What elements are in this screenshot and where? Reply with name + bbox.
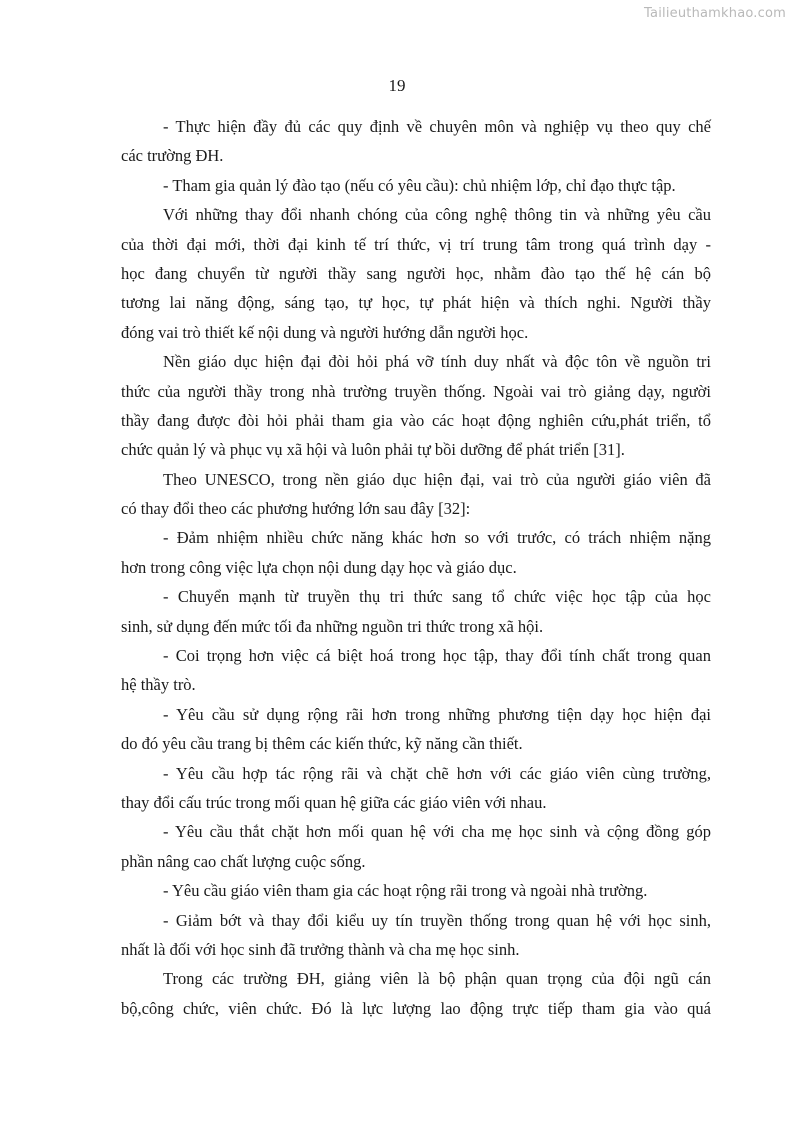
paragraph: [163, 876, 711, 905]
text-line: của thời đại mới, thời đại kinh tế trí thức, vị trí trung tâm trong quá trình dạy -: [121, 234, 711, 254]
text-line: - Yêu cầu thắt chặt hơn mối quan hệ với cha mẹ học sinh và cộng đồng góp: [163, 822, 711, 842]
paragraph: [121, 817, 711, 876]
text-line: - Yêu cầu sử dụng rộng rãi hơn trong những phương tiện dạy học hiện đại: [163, 704, 711, 724]
text-line: - Thực hiện đầy đủ các quy định về chuyên môn và nghiệp vụ theo quy chế: [163, 117, 711, 136]
text-line: phần nâng cao chất lượng cuộc sống.: [121, 851, 366, 871]
text-line: hệ thầy trò.: [121, 675, 196, 695]
text-line: chức quản lý và phục vụ xã hội và luôn phải tự bồi dưỡng để phát triển [31].: [121, 440, 625, 460]
text-line: - Coi trọng hơn việc cá biệt hoá trong học tập, thay đổi tính chất trong quan: [163, 646, 711, 666]
paragraph: [121, 641, 711, 700]
text-line: các trường ĐH.: [121, 146, 224, 166]
text-line: thức của người thầy trong nhà trường truyền thống. Ngoài vai trò giảng dạy, người: [121, 381, 711, 401]
text-line: hơn trong công việc lựa chọn nội dung dạy học và giáo dục.: [121, 557, 517, 577]
text-line: - Yêu cầu giáo viên tham gia các hoạt rộng rãi trong và ngoài nhà trường.: [163, 881, 648, 901]
watermark: Tailieuthamkhao.com: [644, 6, 786, 21]
paragraph: [121, 759, 711, 818]
paragraph: [121, 906, 711, 965]
document-body: [121, 112, 711, 1023]
paragraph: [121, 465, 711, 524]
paragraph: [121, 347, 711, 465]
text-line: - Đảm nhiệm nhiều chức năng khác hơn so với trước, có trách nhiệm nặng: [163, 528, 711, 548]
text-line: thầy đang được đòi hỏi phải tham gia vào các hoạt động nghiên cứu,phát triển, tổ: [121, 410, 711, 430]
paragraph: [121, 112, 711, 171]
text-line: Với những thay đổi nhanh chóng của công nghệ thông tin và những yêu cầu: [163, 205, 711, 225]
text-line: Nền giáo dục hiện đại đòi hỏi phá vỡ tính duy nhất và độc tôn về nguồn tri: [163, 352, 711, 372]
text-line: - Giảm bớt và thay đổi kiểu uy tín truyền thống trong quan hệ với học sinh,: [163, 910, 711, 930]
page-number: 19: [388, 76, 406, 95]
text-line: nhất là đối với học sinh đã trưởng thành và cha mẹ học sinh.: [121, 939, 520, 959]
text-line: bộ,công chức, viên chức. Đó là lực lượng lao động trực tiếp tham gia vào quá: [121, 998, 711, 1018]
text-line: - Yêu cầu hợp tác rộng rãi và chặt chẽ hơn với các giáo viên cùng trường,: [163, 763, 711, 783]
paragraph: [121, 700, 711, 759]
text-line: sinh, sử dụng đến mức tối đa những nguồn tri thức trong xã hội.: [121, 616, 544, 636]
text-line: thay đổi cấu trúc trong mối quan hệ giữa các giáo viên với nhau.: [121, 792, 547, 812]
paragraph: [121, 200, 711, 347]
text-line: Theo UNESCO, trong nền giáo dục hiện đại, vai trò của người giáo viên đã: [163, 469, 711, 489]
paragraph: [163, 171, 711, 200]
paragraph: [121, 964, 711, 1023]
text-line: - Chuyển mạnh từ truyền thụ tri thức sang tổ chức việc học tập của học: [163, 587, 711, 607]
text-line: tương lai năng động, sáng tạo, tự học, tự phát hiện và thích nghi. Người thầy: [121, 293, 711, 313]
text-line: có thay đổi theo các phương hướng lớn sau đây [32]:: [121, 499, 471, 519]
text-line: học đang chuyển từ người thầy sang người học, nhằm đào tạo thế hệ cán bộ: [121, 263, 711, 283]
text-line: đóng vai trò thiết kế nội dung và người hướng dẫn người học.: [121, 322, 529, 342]
text-line: Trong các trường ĐH, giảng viên là bộ phận quan trọng của đội ngũ cán: [163, 969, 711, 989]
paragraph: [121, 582, 711, 641]
text-line: - Tham gia quản lý đào tạo (nếu có yêu cầu): chủ nhiệm lớp, chỉ đạo thực tập.: [163, 175, 676, 195]
paragraph: [121, 523, 711, 582]
text-line: do đó yêu cầu trang bị thêm các kiến thức, kỹ năng cần thiết.: [121, 734, 523, 754]
